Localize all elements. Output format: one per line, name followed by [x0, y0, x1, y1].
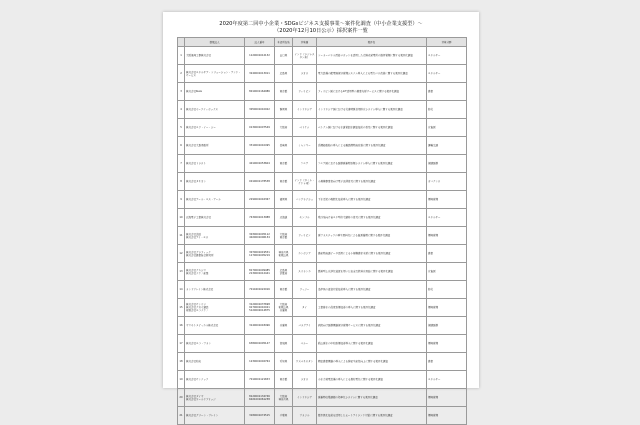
company-name: ヤマモトメディカル株式会社 [185, 317, 245, 335]
sector: エネルギー [427, 371, 467, 389]
project-name: 鉱山廃水の中和処理技術導入に関する案件化調査 [317, 335, 427, 353]
table-row [178, 65, 467, 83]
project-name: 小水力発電設備の導入による農村電化に関する案件化調査 [317, 371, 427, 389]
row-number: 1 [178, 47, 185, 65]
corporate-number: 6380001005147 [245, 335, 275, 353]
sector: 保健医療 [427, 155, 467, 173]
target-country: インドネシア [293, 101, 317, 119]
table-row [178, 155, 467, 173]
table-row [178, 371, 467, 389]
head-office-location: 千葉県 [275, 407, 293, 425]
table-row [178, 407, 467, 425]
target-country: ペルー [293, 335, 317, 353]
corporate-number: 8010001164986 [245, 83, 275, 101]
company-name: 株式会社エコ・プラン [185, 335, 245, 353]
target-country: ミャンマー [293, 137, 317, 155]
company-name: 株式会社タキオン [185, 173, 245, 191]
head-office-location: 広島県 京都府 [275, 263, 293, 281]
projects-table [177, 37, 467, 425]
head-office-location: 兵庫県 [275, 317, 293, 335]
target-country: フィジー [293, 281, 317, 299]
table-row [178, 209, 467, 227]
target-country: ラオス [293, 371, 317, 389]
head-office-location: 大阪府 [275, 119, 293, 137]
head-office-location: 東京都 [275, 281, 293, 299]
table-row [178, 263, 467, 281]
sector: 環境管理 [427, 335, 467, 353]
project-name: 精密農業機器の導入による綿花生産性向上に関する案件化調査 [317, 353, 427, 371]
corporate-number: 7010001121653 [245, 371, 275, 389]
row-number: 20 [178, 389, 185, 407]
company-name: 株式会社エフ・イー・シー [185, 119, 245, 137]
target-country: インド（ラジャスタン州） [293, 47, 317, 65]
head-office-location: 大阪府 和歌山県 兵庫県 [275, 299, 293, 317]
sector: 農業 [427, 83, 467, 101]
project-name: 都市緑化技術を活用したヒートアイランド対策に関する案件化調査 [317, 407, 427, 425]
target-country: ベトナム [293, 119, 317, 137]
head-office-location: 大阪府 神奈川県 [275, 389, 293, 407]
document-page [163, 12, 479, 417]
corporate-number: 3070001019551 1170001005219 [245, 245, 275, 263]
head-office-location: 神奈川県 和歌山県 [275, 245, 293, 263]
row-number: 19 [178, 371, 185, 389]
sector: ガバナンス [427, 173, 467, 191]
col-header-company: 提案法人 [185, 38, 245, 47]
company-name: 株式会社サンリツ 株式会社ナガセ建設 有限会社エコテクノ [185, 299, 245, 317]
corporate-number: 4010001053604 [245, 155, 275, 173]
project-name: 農産物流通データ活用による小規模農家支援に関する案件化調査 [317, 245, 427, 263]
sector: 保健医療 [427, 317, 467, 335]
corporate-number: 3030001005112 4020001006134 [245, 227, 275, 245]
table-row [178, 317, 467, 335]
col-header-sector: 対象分野 [427, 38, 467, 47]
project-name: 廃プラスチックの再生燃料化による資源循環に関する案件化調査 [317, 227, 427, 245]
head-office-location: 大阪府 東京都 [275, 227, 293, 245]
target-country: ラオス [293, 65, 317, 83]
head-office-location: 北海道 [275, 209, 293, 227]
row-number: 10 [178, 209, 185, 227]
sector: 防災 [427, 281, 467, 299]
sector: エネルギー [427, 209, 467, 227]
company-name: 株式会社アール・エス・アール [185, 191, 245, 209]
corporate-number: 7010401022916 [245, 281, 275, 299]
project-name: 沿岸域の浸食対策技術導入に関する案件化調査 [317, 281, 427, 299]
corporate-number: 3050001010922 [245, 101, 275, 119]
corporate-number: 2290001016367 [245, 191, 275, 209]
head-office-location: 東京都 [275, 173, 293, 191]
corporate-number: 3310001010495 [245, 137, 275, 155]
row-number: 5 [178, 119, 185, 137]
company-name: 株式会社サンテック [185, 371, 245, 389]
row-number: 7 [178, 155, 185, 173]
table-row [178, 101, 467, 119]
project-name: 高機能船舶の導入による離島間物流改善に関する案件化調査 [317, 137, 427, 155]
company-name: 大阪港湾工事株式会社 [185, 47, 245, 65]
table-row [178, 353, 467, 371]
project-name: ベトナム国における水道管漏水調査技術の普及に関する案件化調査 [317, 119, 427, 137]
sector: 環境管理 [427, 389, 467, 407]
target-country: タイ [293, 299, 317, 317]
target-country: ウズベキスタン [293, 353, 317, 371]
table-row [178, 47, 467, 65]
table-row [178, 83, 467, 101]
document-subtitle: （2020年12月10日公示）採択案件一覧 [274, 28, 368, 34]
project-name: 小規模事業者向け電子決済普及に関する案件化調査 [317, 173, 427, 191]
col-header-corp-number: 法人番号 [245, 38, 275, 47]
target-country: モンゴル [293, 209, 317, 227]
sector: 農業 [427, 353, 467, 371]
company-name: 北海電子工業株式会社 [185, 209, 245, 227]
company-name: 株式会社トラスト [185, 155, 245, 173]
head-office-location: 静岡県 [275, 101, 293, 119]
head-office-location: 長崎県 [275, 137, 293, 155]
row-number: 21 [178, 407, 185, 425]
sector: 防災 [427, 101, 467, 119]
sector: 水資源 [427, 119, 467, 137]
head-office-location: 愛知県 [275, 353, 293, 371]
project-name: 寒冷地向け省エネ型住宅建材の普及に関する案件化調査 [317, 209, 427, 227]
head-office-location: 東京都 [275, 83, 293, 101]
corporate-number: 3140001018496 [245, 317, 275, 335]
sector: 水資源 [427, 263, 467, 281]
target-country: インドネシア [293, 389, 317, 407]
target-country: パラグアイ [293, 317, 317, 335]
corporate-number: 1230001002764 [245, 353, 275, 371]
company-name: 株式会社グリーン・ブレイン [185, 407, 245, 425]
corporate-number: 0130001007549 [245, 119, 275, 137]
table-header-row [178, 38, 467, 47]
table-row [178, 299, 467, 317]
sector: 環境管理 [427, 407, 467, 425]
sector: エネルギー [427, 65, 467, 83]
head-office-location: 東京都 [275, 155, 293, 173]
head-office-location: 東京都 [275, 371, 293, 389]
table-row [178, 281, 467, 299]
row-number: 3 [178, 83, 185, 101]
project-name: 工業排水の高度処理技術の導入に関する案件化調査 [317, 299, 427, 317]
table-row [178, 119, 467, 137]
table-row [178, 389, 467, 407]
sector: 農業 [427, 245, 467, 263]
company-name: 株式会社ダイヤ 株式会社ワールドブリッジ [185, 389, 245, 407]
target-country: バングラデシュ [293, 191, 317, 209]
row-number: 6 [178, 137, 185, 155]
target-country: スリランカ [293, 263, 317, 281]
project-name: 廃棄物収集運搬の効率化システムに関する案件化調査 [317, 389, 427, 407]
sector: 環境管理 [427, 191, 467, 209]
row-number: 14 [178, 281, 185, 299]
company-name: 株式会社エネルギア・ソリューション・アンド・サービス [185, 65, 245, 83]
document-title: 2020年度第二回中小企業・SDGsビジネス支援事業〜案件化調査（中小企業支援型）〜 [219, 21, 423, 27]
project-name: フィリピン国におけるIoT活用型の農業支援サービスに関する案件化調査 [317, 83, 427, 101]
target-country: インド（タミル・ナドゥ州） [293, 173, 317, 191]
company-name: 株式会社セーフティボックス [185, 101, 245, 119]
sector: 環境管理 [427, 227, 467, 245]
row-number: 11 [178, 227, 185, 245]
row-number: 13 [178, 263, 185, 281]
table-row [178, 227, 467, 245]
table-row [178, 335, 467, 353]
head-office-location: 福岡県 [275, 191, 293, 209]
target-country: カンボジア [293, 245, 317, 263]
project-name: インドネシア国における災害時緊急用貯水システム導入に関する案件化調査 [317, 101, 427, 119]
project-name: 簡易型上水浄化装置を用いた安全な飲料水供給に関する案件化調査 [317, 263, 427, 281]
col-header-no [178, 38, 185, 47]
project-name: 病院向け医療機器保守管理サービスに関する案件化調査 [317, 317, 427, 335]
project-name: ケニア国における医療廃棄物処理システム導入に関する案件化調査 [317, 155, 427, 173]
table-row [178, 245, 467, 263]
corporate-number: 8120001134746 6021001061238 [245, 389, 275, 407]
row-number: 15 [178, 299, 185, 317]
table-row [178, 191, 467, 209]
company-name: 株式会社Kuze [185, 83, 245, 101]
head-office-location: 宮城県 [275, 335, 293, 353]
sector: 運輸交通 [427, 137, 467, 155]
company-name: 株式会社和光 [185, 353, 245, 371]
target-country: フィリピン [293, 227, 317, 245]
row-number: 9 [178, 191, 185, 209]
corporate-number: 8170001009485 2130001012441 [245, 263, 275, 281]
sector: エネルギー [427, 47, 467, 65]
corporate-number: 7430001013988 [245, 209, 275, 227]
target-country: ケニア [293, 155, 317, 173]
row-number: 4 [178, 101, 185, 119]
company-name: 株式会社ナカシマ 株式会社テクノ産業 [185, 263, 245, 281]
project-name: 下水汚泥の堆肥化技術導入に関する案件化調査 [317, 191, 427, 209]
row-number: 12 [178, 245, 185, 263]
row-number: 2 [178, 65, 185, 83]
corporate-number: 3240001013911 [245, 65, 275, 83]
corporate-number: 3180001074515 [245, 407, 275, 425]
head-office-location: 山口県 [275, 47, 293, 65]
row-number: 18 [178, 353, 185, 371]
row-number: 17 [178, 335, 185, 353]
project-name: 電力設備の配電線保守管理システム導入による電力ロス改善に関する案件化調査 [317, 65, 427, 83]
col-header-project-name: 案件名 [317, 38, 427, 47]
corporate-number: 0010001178538 [245, 173, 275, 191]
table-row [178, 173, 467, 191]
company-name: ランドブレイン株式会社 [185, 281, 245, 299]
table-row [178, 137, 467, 155]
corporate-number: 3120001037698 9170001010021 5120002014875 [245, 299, 275, 317]
head-office-location: 広島県 [275, 65, 293, 83]
col-header-country: 対象国 [293, 38, 317, 47]
company-name: 株式会社浜田 株式会社アイ・エス [185, 227, 245, 245]
target-country: フィリピン [293, 83, 317, 101]
corporate-number: 1120001012132 [245, 47, 275, 65]
col-header-location: 本店所在地 [275, 38, 293, 47]
company-name: 株式会社大島造船所 [185, 137, 245, 155]
sector: 環境管理 [427, 299, 467, 317]
target-country: ブラジル [293, 407, 317, 425]
row-number: 8 [178, 173, 185, 191]
row-number: 16 [178, 317, 185, 335]
project-name: ソーラーパネル清掃ロボットを活用した太陽光発電所の維持管理に関する案件化調査 [317, 47, 427, 65]
company-name: 株式会社グラフィック 株式会社農業総合研究所 [185, 245, 245, 263]
